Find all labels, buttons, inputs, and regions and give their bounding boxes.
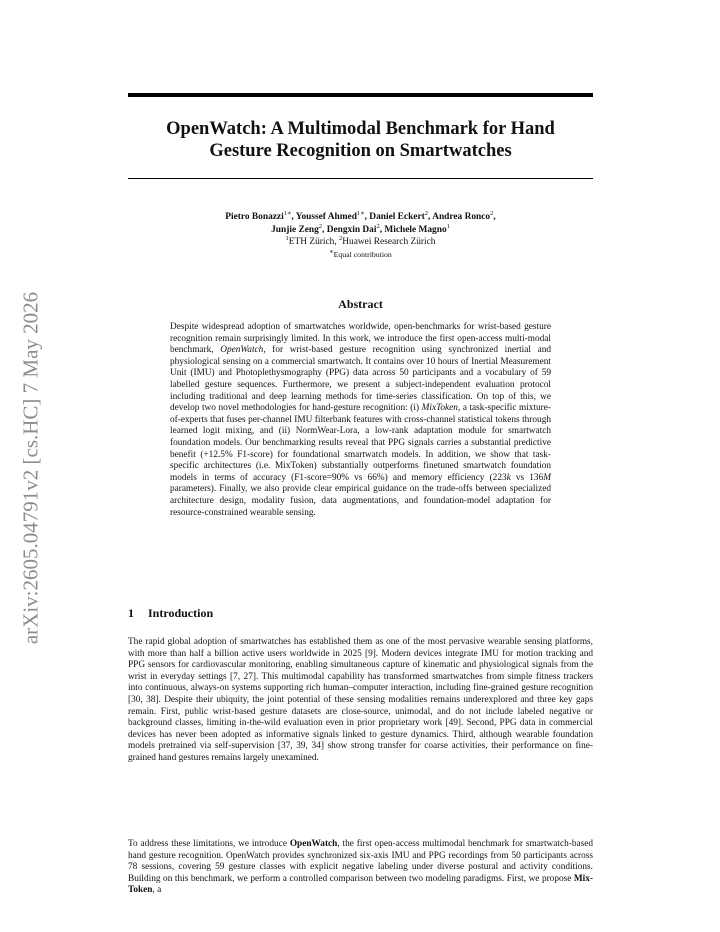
author-separator: ,: [322, 224, 327, 235]
author-affiliation-mark: 2: [376, 222, 380, 230]
abstract-text: [170, 322, 551, 519]
author-block: [128, 211, 593, 260]
author-name: Michele Magno: [384, 224, 447, 235]
equal-contribution-note: [128, 249, 593, 260]
author-separator: ,: [379, 224, 385, 235]
intro-paragraph-2: [128, 839, 593, 897]
bold-openwatch: OpenWatch: [289, 839, 338, 849]
abstract-segment: parameters). Finally, we also provide clear empirical guidance on the trade-offs between specialized architecture design, modality fusion, data augmentations, and foundation-model adaptation for resource-constrained wearable sensing.: [170, 484, 551, 518]
author-affiliation-mark: 1∗: [356, 209, 365, 217]
abstract-segment: , for wrist-based gesture recognition using synchronized inertial and physiological sensing on a commercial smartwatch. It contains over 10 hours of Inertial Measurement Unit (IMU) and Photoplethysmography (PPG) data across 50 participants and a vocabulary of 59 labelled gesture sequences. Furthermore, we present a subject-independent evaluation protocol including traditional and deep learning methods for time-series classification. On top of this, we develop two novel methodologies for hand-gesture recognition: (i): [170, 345, 551, 414]
author-affiliation-mark: 2: [490, 209, 494, 217]
author-name: Daniel Eckert: [369, 212, 425, 222]
bold-mixtoken: Mix-Token: [128, 873, 593, 896]
paper-title-line-2: Gesture Recognition on Smartwatches: [209, 141, 512, 161]
section-title: Introduction: [148, 606, 214, 620]
intro-paragraph-1: The rapid global adoption of smartwatches has established them as one of the most pervasive wearable sensing platforms, with more than half a billion active users worldwide in 2025 [9]. Modern devices integrate IMU for motion tracking and PPG sensors for cardiovascular monitoring, enabling simultaneous capture of kinematic and physiological signals from the wrist in everyday settings [7, 27]. This multimodal capability has transformed smartwatches from simple fitness trackers into continuous, always-on systems supporting rich human–computer interaction, including fine-grained gesture recognition [30, 38]. Despite their ubiquity, the joint potential of these sensing modalities remains underexplored and three key gaps remain. First, public wrist-based gesture datasets are close-source, unimodal, and do not include labeled negative or background classes, limiting in-the-wild evaluation even in prior proprietary work [49]. Second, PPG data in commercial devices has never been adopted as informative signals linked to gesture dynamics. Third, although wearable foundation models pretrained via self-supervision [37, 39, 34] show strong transfer for coarse activities, their performance on fine-grained hand gestures remains largely unexamined.: [128, 637, 593, 763]
paragraph-segment: To address these limitations, we introduce: [128, 839, 290, 849]
author-affiliation-mark: 1∗: [283, 209, 292, 217]
author-name: Dengxin Dai: [326, 224, 377, 235]
author-name: Pietro Bonazzi: [225, 212, 284, 222]
author-name: Youssef Ahmed: [295, 212, 357, 222]
affiliations: [128, 236, 593, 249]
section-number: 1: [128, 606, 134, 620]
arxiv-identifier-text: arXiv:2605.04791v2 [cs.HC] 7 May 2026: [18, 291, 43, 645]
arxiv-identifier: [8, 258, 54, 678]
author-separator: ,: [428, 212, 433, 222]
abstract-emphasis-mixtoken: MixToken: [421, 403, 458, 414]
author-name: Junjie Zeng: [271, 224, 319, 235]
paper-title: [128, 118, 593, 162]
section-heading-introduction: [128, 606, 213, 621]
author-line-2: [128, 224, 593, 237]
author-name: Andrea Ronco: [432, 212, 491, 222]
affiliation-mark: 2: [339, 234, 343, 242]
affiliation-eth: ETH Zürich,: [288, 237, 340, 247]
affiliation-mark: 1: [285, 234, 289, 242]
author-affiliation-mark: 2: [318, 222, 323, 230]
paragraph-segment: , the first open-access multimodal benchmark for smartwatch-based hand gesture recognition. OpenWatch provides synchronized six-axis IMU and PPG recordings from 50 participants across 78 sessions, covering 59 gesture classes with explicit negative labeling under diverse postural and activity conditions. Building on this benchmark, we perform a controlled comparison between two modeling paradigms. First, we propose: [128, 839, 593, 884]
abstract-segment: Despite widespread adoption of smartwatches worldwide, open-benchmarks for wrist-based gesture recognition remain surprisingly limited. In this work, we introduce the first open-access multi-modal benchmark,: [170, 322, 551, 356]
abstract-unit-m: M: [543, 472, 551, 483]
equal-contribution-mark: ∗: [329, 247, 334, 255]
abstract-segment: vs 136: [510, 472, 544, 483]
abstract-unit-k: k: [506, 472, 511, 483]
author-affiliation-mark: 2: [424, 209, 429, 217]
title-bottom-rule: [128, 178, 593, 179]
paper-title-line-1: OpenWatch: A Multimodal Benchmark for Hand: [166, 119, 555, 139]
abstract-emphasis-openwatch: OpenWatch: [220, 345, 264, 356]
author-affiliation-mark: 1: [446, 222, 450, 230]
author-line-1: [128, 211, 593, 224]
author-separator: ,: [364, 212, 370, 222]
affiliation-huawei: Huawei Research Zürich: [342, 237, 436, 247]
author-separator: ,: [291, 212, 296, 222]
abstract-heading: Abstract: [338, 297, 383, 311]
title-top-rule: [128, 93, 593, 97]
paragraph-segment: , a: [152, 885, 162, 896]
abstract-segment: , a task-specific mixture-of-experts that fuses per-channel IMU filterbank features with cross-channel statistical tokens through learned logit mixing, and (ii) NormWear-Lora, a low-rank adaptation module for smartwatch foundation models. Our benchmarking results reveal that PPG signals carries a substantial predictive benefit (+12.5% F1-score) for foundational smartwatch models. In addition, we show that task-specific architectures (i.e. MixToken) substantially outperforms finetuned smartwatch foundation models in terms of accuracy (F1-score=90% vs 66%) and memory efficiency (223: [170, 403, 552, 483]
author-separator: ,: [493, 212, 496, 222]
equal-contribution-text: Equal contribution: [333, 249, 392, 259]
